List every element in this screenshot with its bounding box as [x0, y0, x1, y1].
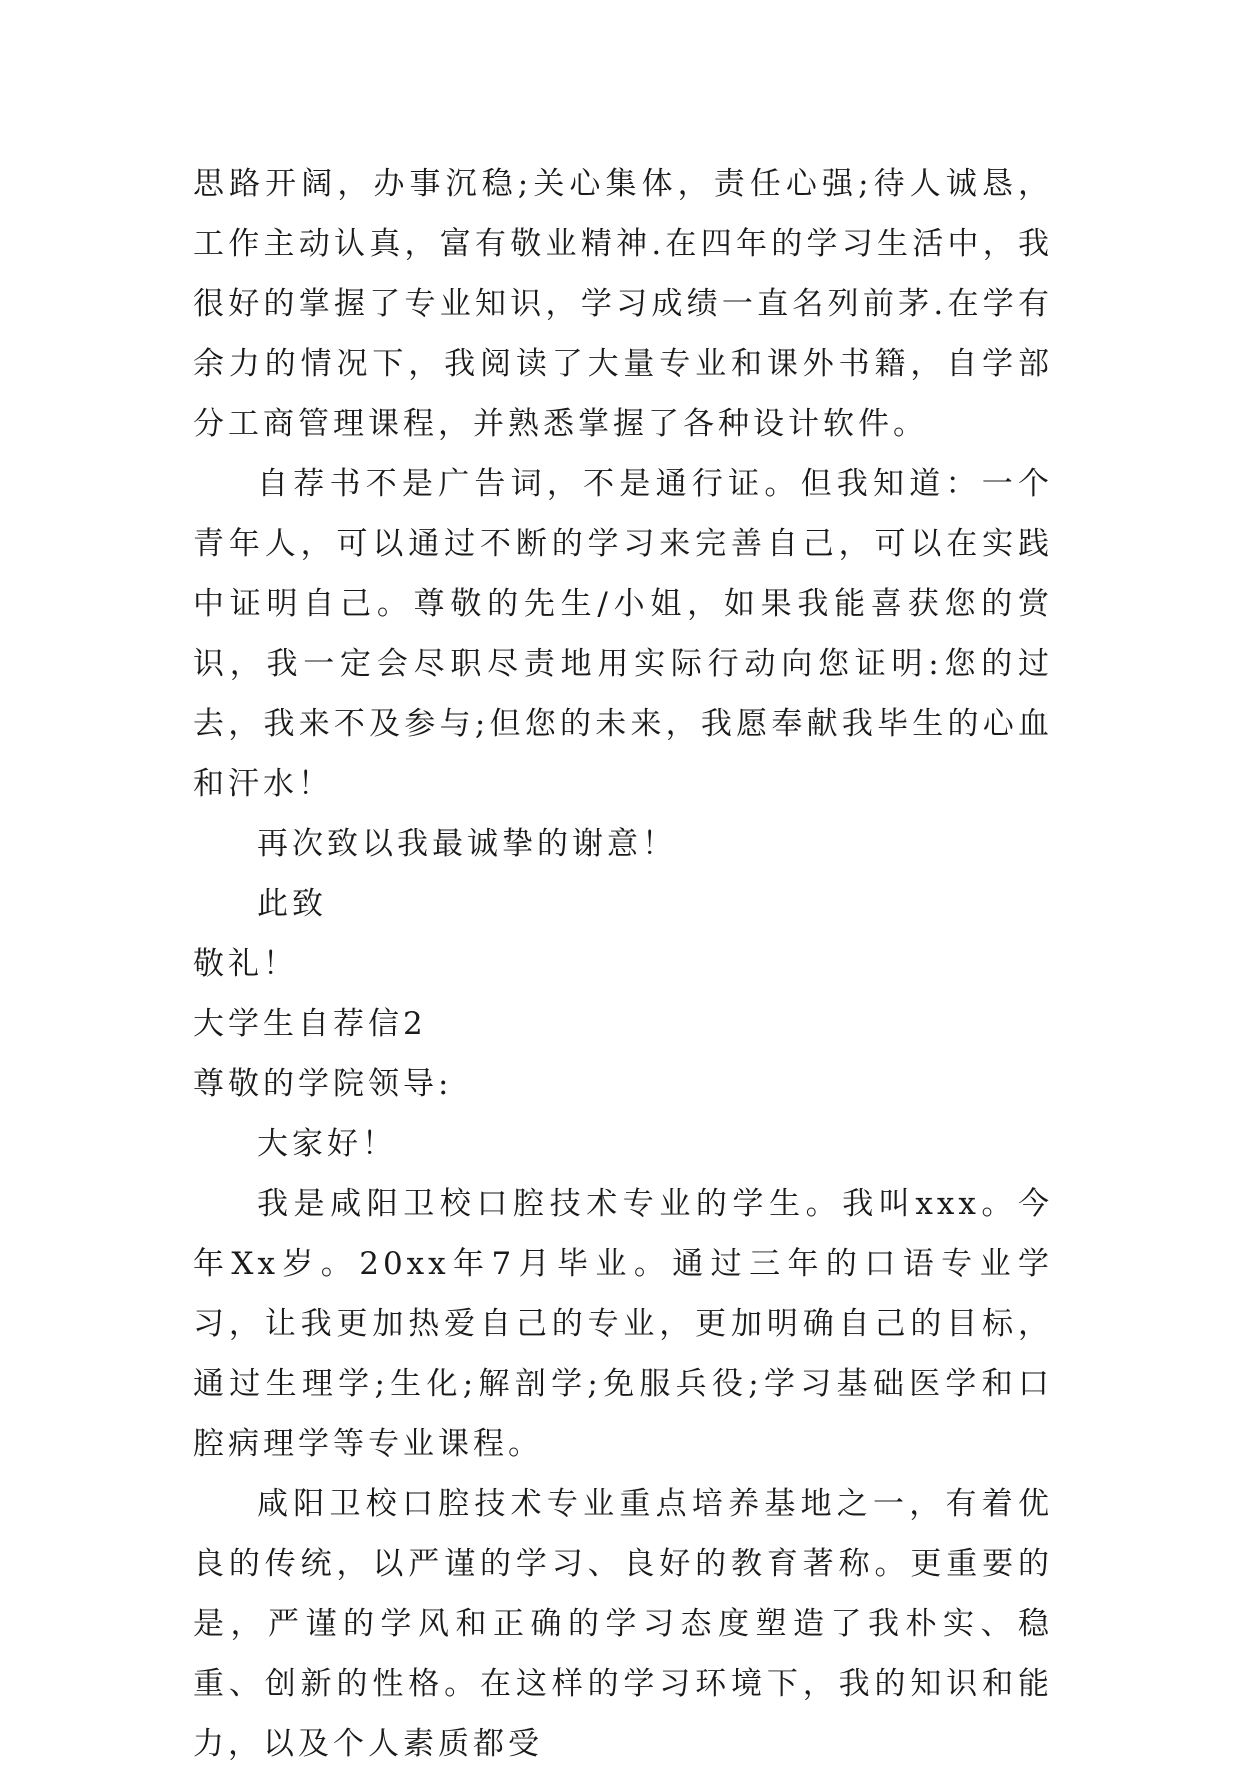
body-paragraph-1: 思路开阔，办事沉稳;关心集体，责任心强;待人诚恳，工作主动认真，富有敬业精神.在四年的学习生活中，我很好的掌握了专业知识，学习成绩一直名列前茅.在学有余力的情况下，我阅读了大量专业和课外书籍，自学部分工商管理课程，并熟悉掌握了各种设计软件。 [193, 166, 1053, 442]
section-title: 大学生自荐信2 [193, 1006, 427, 1042]
body-paragraph-2: 自荐书不是广告词，不是通行证。但我知道：一个青年人，可以通过不断的学习来完善自己，可以在实践中证明自己。尊敬的先生/小姐，如果我能喜获您的赏识，我一定会尽职尽责地用实际行动向您证明:您的过去，我来不及参与;但您的未来，我愿奉献我毕生的心血和汗水！ [193, 466, 1053, 802]
closing-thanks: 再次致以我最诚挚的谢意！ [257, 826, 677, 862]
salutation-regards: 敬礼！ [193, 946, 298, 982]
body-paragraph-3: 我是咸阳卫校口腔技术专业的学生。我叫xxx。今年Xx岁。20xx年7月毕业。通过三年的口语专业学习，让我更加热爱自己的专业，更加明确自己的目标，通过生理学;生化;解剖学;免服兵役;学习基础医学和口腔病理学等专业课程。 [193, 1186, 1053, 1462]
letter-greeting: 尊敬的学院领导: [193, 1066, 453, 1102]
body-paragraph-4: 咸阳卫校口腔技术专业重点培养基地之一，有着优良的传统，以严谨的学习、良好的教育著称。更重要的是，严谨的学风和正确的学习态度塑造了我朴实、稳重、创新的性格。在这样的学习环境下，我的知识和能力，以及个人素质都受 [193, 1486, 1053, 1762]
salutation-closing: 此致 [257, 886, 327, 922]
document-body [193, 154, 1053, 1774]
letter-hello: 大家好！ [257, 1126, 397, 1162]
